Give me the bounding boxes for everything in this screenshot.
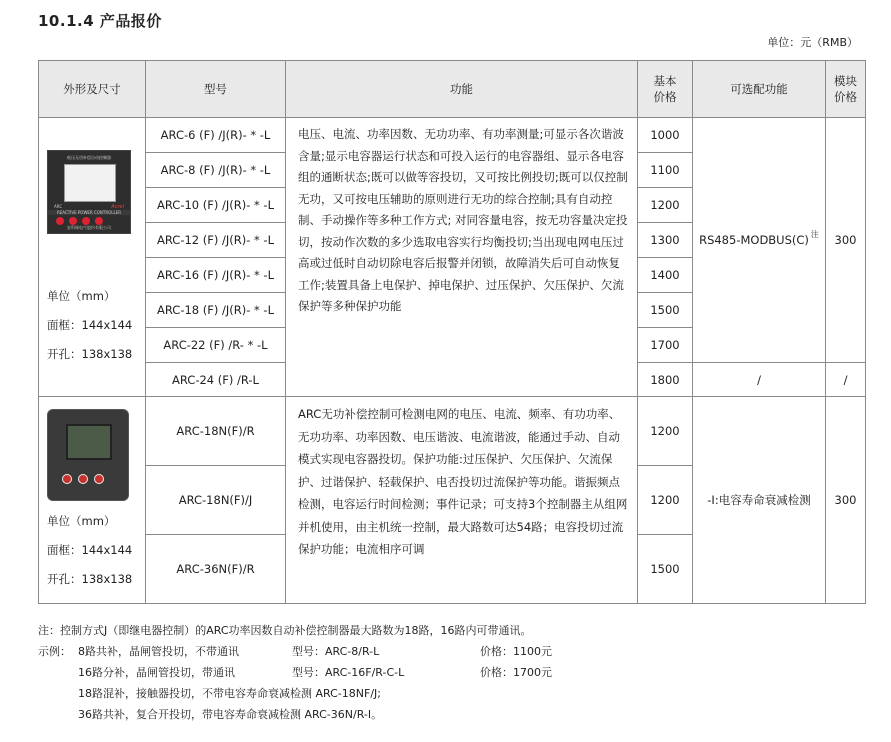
module-price-none: /: [826, 363, 866, 397]
price-cell: 1800: [638, 363, 693, 397]
model-cell: ARC-18 (F) /J(R)- * -L: [146, 293, 286, 328]
optional-feature-none: /: [693, 363, 826, 397]
function-description-arcn: ARC无功补偿控制可检测电网的电压、电流、频率、有功功率、无功功率、功率因数、电压谐波、电流谐波，能通过手动、自动模式实现电容器投切。保护功能:过压保护、欠压保护、欠流保护、过谐保护、轻载保护、电否投切过流保护等功能。谐振频点检测，电容运行时间检测；事件记录；可支持3个控制器主从组网并机使用，由主机统一控制，最大路数可达54路；电容投切过流保护功能；电流相序可调: [286, 397, 638, 604]
dimension-info: 单位（mm） 面框：144x144 开孔：138x138: [47, 514, 133, 586]
optional-feature-capacitor-life: -I:电容寿命衰减检测: [693, 397, 826, 604]
currency-unit: 单位：元（RMB）: [767, 36, 858, 49]
price-cell: 1400: [638, 258, 693, 293]
model-cell: ARC-18N(F)/R: [146, 397, 286, 466]
header-model: 型号: [146, 61, 286, 118]
price-cell: 1500: [638, 293, 693, 328]
example-1-desc: 8路共补，晶闸管投切，不带通讯: [78, 645, 239, 658]
price-cell: 1300: [638, 223, 693, 258]
model-cell: ARC-6 (F) /J(R)- * -L: [146, 118, 286, 153]
header-base-price: 基本 价格: [638, 61, 693, 118]
header-function: 功能: [286, 61, 638, 118]
price-cell: 1700: [638, 328, 693, 363]
device-image-cell-arc: [39, 118, 146, 397]
model-cell: ARC-8 (F) /J(R)- * -L: [146, 153, 286, 188]
model-cell: ARC-16 (F) /J(R)- * -L: [146, 258, 286, 293]
table-header-row: [39, 61, 866, 118]
dimension-info: 单位（mm） 面框：144x144 开孔：138x138: [47, 289, 133, 361]
price-table: [38, 60, 866, 604]
model-cell: ARC-10 (F) /J(R)- * -L: [146, 188, 286, 223]
model-cell: ARC-36N(F)/R: [146, 535, 286, 604]
arcn-controller-image: [47, 409, 129, 501]
price-cell: 1500: [638, 535, 693, 604]
header-optional: 可选配功能: [693, 61, 826, 118]
price-cell: 1200: [638, 188, 693, 223]
example-4: 36路共补，复合开投切，带电容寿命衰减检测 ARC-36N/R-I。: [78, 708, 383, 721]
example-2-price: 价格：1700元: [480, 666, 552, 679]
optional-feature-rs485: RS485-MODBUS(C) $^注$: [693, 118, 826, 363]
note-text: 注：控制方式J（即继电器控制）的ARC功率因数自动补偿控制器最大路数为18路，16路内可带通讯。: [38, 624, 532, 637]
header-shape: 外形及尺寸: [39, 61, 146, 118]
example-1-price: 价格：1100元: [480, 645, 552, 658]
header-module-price: 模块 价格: [826, 61, 866, 118]
model-cell: ARC-12 (F) /J(R)- * -L: [146, 223, 286, 258]
example-label: 示例：: [38, 645, 71, 658]
table-row: [39, 118, 866, 153]
example-1-model: 型号：ARC-8/R-L: [292, 645, 380, 658]
example-3: 18路混补，接触器投切，不带电容寿命衰减检测 ARC-18NF/J;: [78, 687, 381, 700]
price-cell: 1200: [638, 466, 693, 535]
device-image-cell-arcn: [39, 397, 146, 604]
function-description-arc: 电压、电流、功率因数、无功功率、有功率测量;可显示各次谐波含量;显示电容器运行状态和可投入运行的电容器组、显示各电容组的通断状态;既可以做等容投切，又可按比例投切;既可以仅控制无功，又可按电压辅助的原则进行无功的综合控制;具有自动控制、手动操作等多种工作方式; 对同容量电容，按无功容量决定投切，按动作次数的多少选取电容实行均衡投切;当出现电网电压过高或过低时自动切除电容后报警并闭锁，故障消失后可自动恢复工作;装置具备上电保护、掉电保护、过压保护、欠压保护、欠流保护等多种保护功能: [286, 118, 638, 397]
module-price-cell: 300: [826, 118, 866, 363]
model-cell: ARC-18N(F)/J: [146, 466, 286, 535]
model-cell: ARC-24 (F) /R-L: [146, 363, 286, 397]
example-2-desc: 16路分补，晶闸管投切，带通讯: [78, 666, 235, 679]
section-title: 10.1.4 产品报价: [38, 12, 162, 30]
model-cell: ARC-22 (F) /R- * -L: [146, 328, 286, 363]
example-2-model: 型号：ARC-16F/R-C-L: [292, 666, 405, 679]
price-cell: 1200: [638, 397, 693, 466]
table-row: [39, 397, 866, 466]
price-cell: 1000: [638, 118, 693, 153]
arc-controller-image: 低压无功补偿自动控制器 ARC Acrel REACTIVE POWER CONTROLLER 安科瑞电气股份有限公司: [47, 150, 131, 234]
price-cell: 1100: [638, 153, 693, 188]
module-price-cell: 300: [826, 397, 866, 604]
